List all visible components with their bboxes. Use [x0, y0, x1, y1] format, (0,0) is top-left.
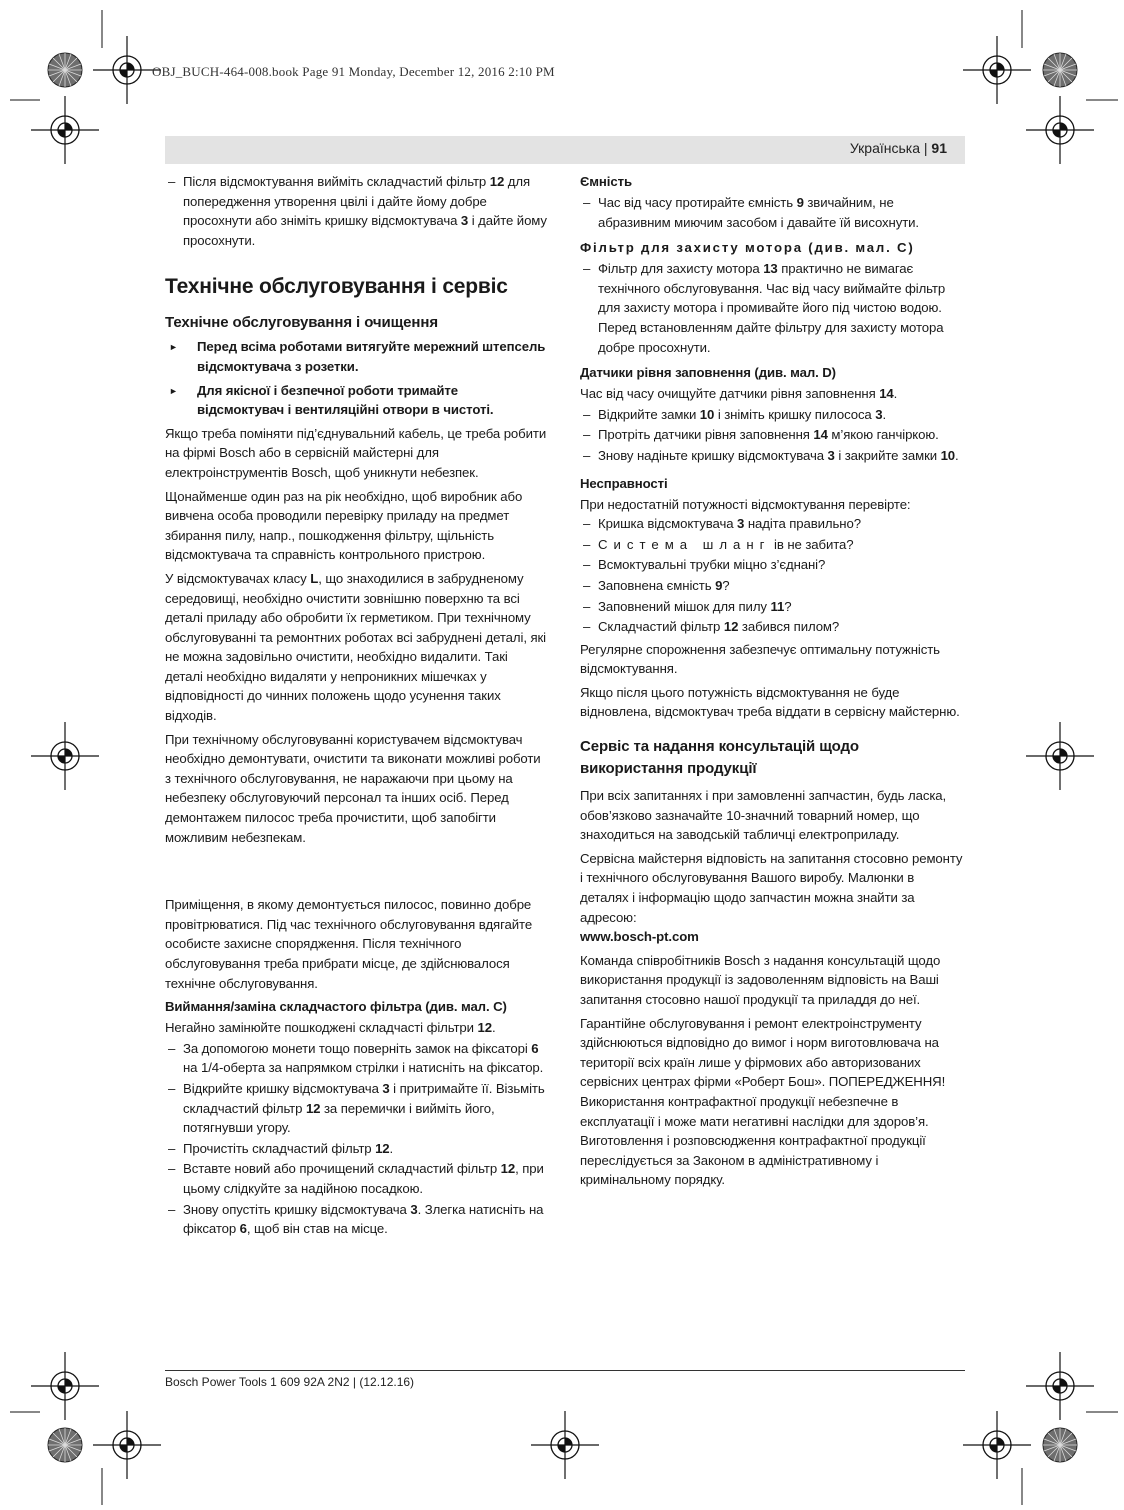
faults-note-1: Регулярне спорожнення забезпечує оптимальну потужність відсмоктування. [580, 641, 940, 677]
paragraph-user-maintenance: При технічному обслуговуванні користувачем відсмоктувач необхідно демонтувати, очистити та виконати можливі роботи з технічного обслуговування, не наражаючи при цьому на небезпеку обслуговуючий персонал та інших осіб. Перед демонтажем пилосос треба прочистити, щоб запобігти можливим небезпекам. [165, 731, 541, 845]
fault-check-4: – Заповнена ємність 9? [580, 576, 965, 596]
filter-step-3: – Прочистіть складчастий фільтр 12. [165, 1139, 548, 1159]
service-paragraph-4: Гарантійне обслуговування і ремонт електроінструменту здійснюються відповідно до вимог і норм виготовлювача на території всіх країн лише у фірмових або авторизованих сервісних центрах фірми «Роберт Бош». ПОПЕРЕДЖЕННЯ! Використання контрафактної продукції небезпечне в експлуатації і може мати негативні наслідки для здоров’я. Виготовлення і розповсюдження контрафактної продукції переслідується за Законом в адміністративному і кримінальному порядку. [580, 1015, 946, 1188]
sensors-step-2: – Протріть датчики рівня заповнення 14 м’якою ганчіркою. [580, 425, 965, 445]
heading-motor-filter: Фільтр для захисту мотора (див. мал. C) [580, 240, 915, 256]
fault-check-6: – Складчастий фільтр 12 забився пилом? [580, 617, 965, 637]
heading-service-consulting: Сервіс та надання консультацій щодо використання продукції [580, 738, 859, 778]
page-number: 91 [931, 140, 947, 156]
left-column [165, 172, 548, 1240]
service-website-link[interactable]: www.bosch-pt.com [580, 929, 699, 945]
paragraph-ventilation: Приміщення, в якому демонтується пилосос, повинно добре провітрюватися. Під час технічного обслуговування вдягайте особисте захисне спорядження. Після технічного обслуговування треба прибрати місце, де здійснювалося технічне обслуговування. [165, 897, 533, 991]
fault-check-3: – Всмоктувальні трубки міцно з’єднані? [580, 555, 965, 575]
faults-note-2: Якщо після цього потужність відсмоктування не буде відновлена, відсмоктувач треба віддати в сервісну майстерню. [580, 684, 960, 720]
heading-filter-replace: Виймання/заміна складчастого фільтра (див. мал. C) [165, 999, 507, 1015]
page-header [165, 136, 965, 164]
heading-maintenance: Технічне обслуговування і очищення [165, 314, 438, 332]
footer-rule [165, 1370, 965, 1371]
filter-step-5: – Знову опустіть кришку відсмоктувача 3. Злегка натисніть на фіксатор 6, щоб він став на місце. [165, 1200, 548, 1239]
section-title-service: Технічне обслуговування і сервіс [165, 275, 508, 299]
sensors-step-1: – Відкрийте замки 10 і зніміть кришку пилососа 3. [580, 405, 965, 425]
right-column [580, 172, 965, 1194]
header-label: Українська | 91 [849, 140, 947, 156]
footer-text: Bosch Power Tools 1 609 92A 2N2 | (12.12.16) [165, 1375, 415, 1389]
warning-keep-clean: ► Для якісної і безпечної роботи тримайте відсмоктувач і вентиляційні отвори в чистоті. [165, 381, 548, 420]
filter-step-2: – Відкрийте кришку відсмоктувача 3 і притримайте її. Візьміть складчастий фільтр 12 за перемички і вийміть його, потягнувши угору. [165, 1079, 548, 1138]
service-paragraph-1: При всіх запитаннях і при замовленні запчастин, будь ласка, обов’язково зазначайте 10-значний товарний номер, що знаходиться на заводській табличці електроприладу. [580, 788, 947, 843]
warning-unplug: ► Перед всіма роботами витягуйте мережний штепсель відсмоктувача з розетки. [165, 337, 548, 376]
faults-intro: При недостатній потужності відсмоктування перевірте: [580, 496, 911, 512]
paragraph-class-l: У відсмоктувачах класу L, що знаходилися в забрудненому середовищі, необхідно очистити зовнішню поверхню та всі деталі приладу або обробити їх герметиком. При технічному обслуговуванні та ремонтних роботах всі забруднені деталі, які не можна задовільно очистити, необхідно видалити. Такі деталі необхідно видаляти у непроникних мішечках у відповідності до чинних положень щодо усунення таких відходів. [165, 570, 546, 724]
print-slug-line: OBJ_BUCH-464-008.book Page 91 Monday, December 12, 2016 2:10 PM [152, 64, 555, 79]
sensors-intro: Час від часу очищуйте датчики рівня заповнення 14. [580, 386, 898, 402]
motor-filter-step: – Фільтр для захисту мотора 13 практично не вимагає технічного обслуговування. Час від часу виймайте фільтр для захисту мотора і промивайте його під чистою водою. Перед встановленням дайте фільтру для захисту мотора добре просохнути. [580, 259, 965, 357]
fault-check-2: – Система шланг ів не забита? [580, 535, 965, 555]
fault-check-1: – Кришка відсмоктувача 3 надіта правильно? [580, 514, 965, 534]
filter-step-4: – Вставте новий або прочищений складчастий фільтр 12, при цьому слідкуйте за надійною посадкою. [165, 1159, 548, 1198]
filter-intro: Негайно замінюйте пошкоджені складчасті фільтри 12. [165, 1020, 496, 1036]
dry-filter-step: – Після відсмоктування вийміть складчастий фільтр 12 для попередження утворення цвілі і дайте йому добре просохнути або зніміть кришку відсмоктувача 3 і дайте йому просохнути. [165, 172, 548, 250]
container-step: – Час від часу протирайте ємність 9 звичайним, не абразивним миючим засобом і давайте їй висохнути. [580, 193, 965, 232]
heading-container: Ємність [580, 174, 632, 189]
heading-faults: Несправності [580, 475, 668, 491]
fault-check-5: – Заповнений мішок для пилу 11? [580, 597, 965, 617]
sensors-step-3: – Знову надіньте кришку відсмоктувача 3 і закрийте замки 10. [580, 446, 965, 466]
heading-level-sensors: Датчики рівня заповнення (див. мал. D) [580, 365, 836, 381]
paragraph-cable: Якщо треба поміняти під’єднувальний кабель, це треба робити на фірмі Bosch або в сервісній майстерні для електроінструментів Bosch, щоб уникнути небезпек. [165, 425, 547, 480]
paragraph-annual-check: Щонайменше один раз на рік необхідно, щоб виробник або вивчена особа проводили перевірку приладу на предмет збирання пилу, напр., пошкодження фільтру, щільність відсмоктувача та справність контрольного пристрою. [165, 488, 523, 563]
filter-step-1: – За допомогою монети тощо поверніть замок на фіксаторі 6 на 1/4-оберта за напрямком стрілки і натисніть на фіксатор. [165, 1039, 548, 1078]
service-paragraph-3: Команда співробітників Bosch з надання консультацій щодо використання продукції із задоволенням відповість на Ваші запитання стосовно нашої продукції та приладдя до неї. [580, 952, 941, 1007]
service-paragraph-2: Сервісна майстерня відповість на запитання стосовно ремонту і технічного обслуговування Вашого виробу. Малюнки в деталях і інформацію щодо запчастин можна знайти за адресою: [580, 850, 963, 925]
